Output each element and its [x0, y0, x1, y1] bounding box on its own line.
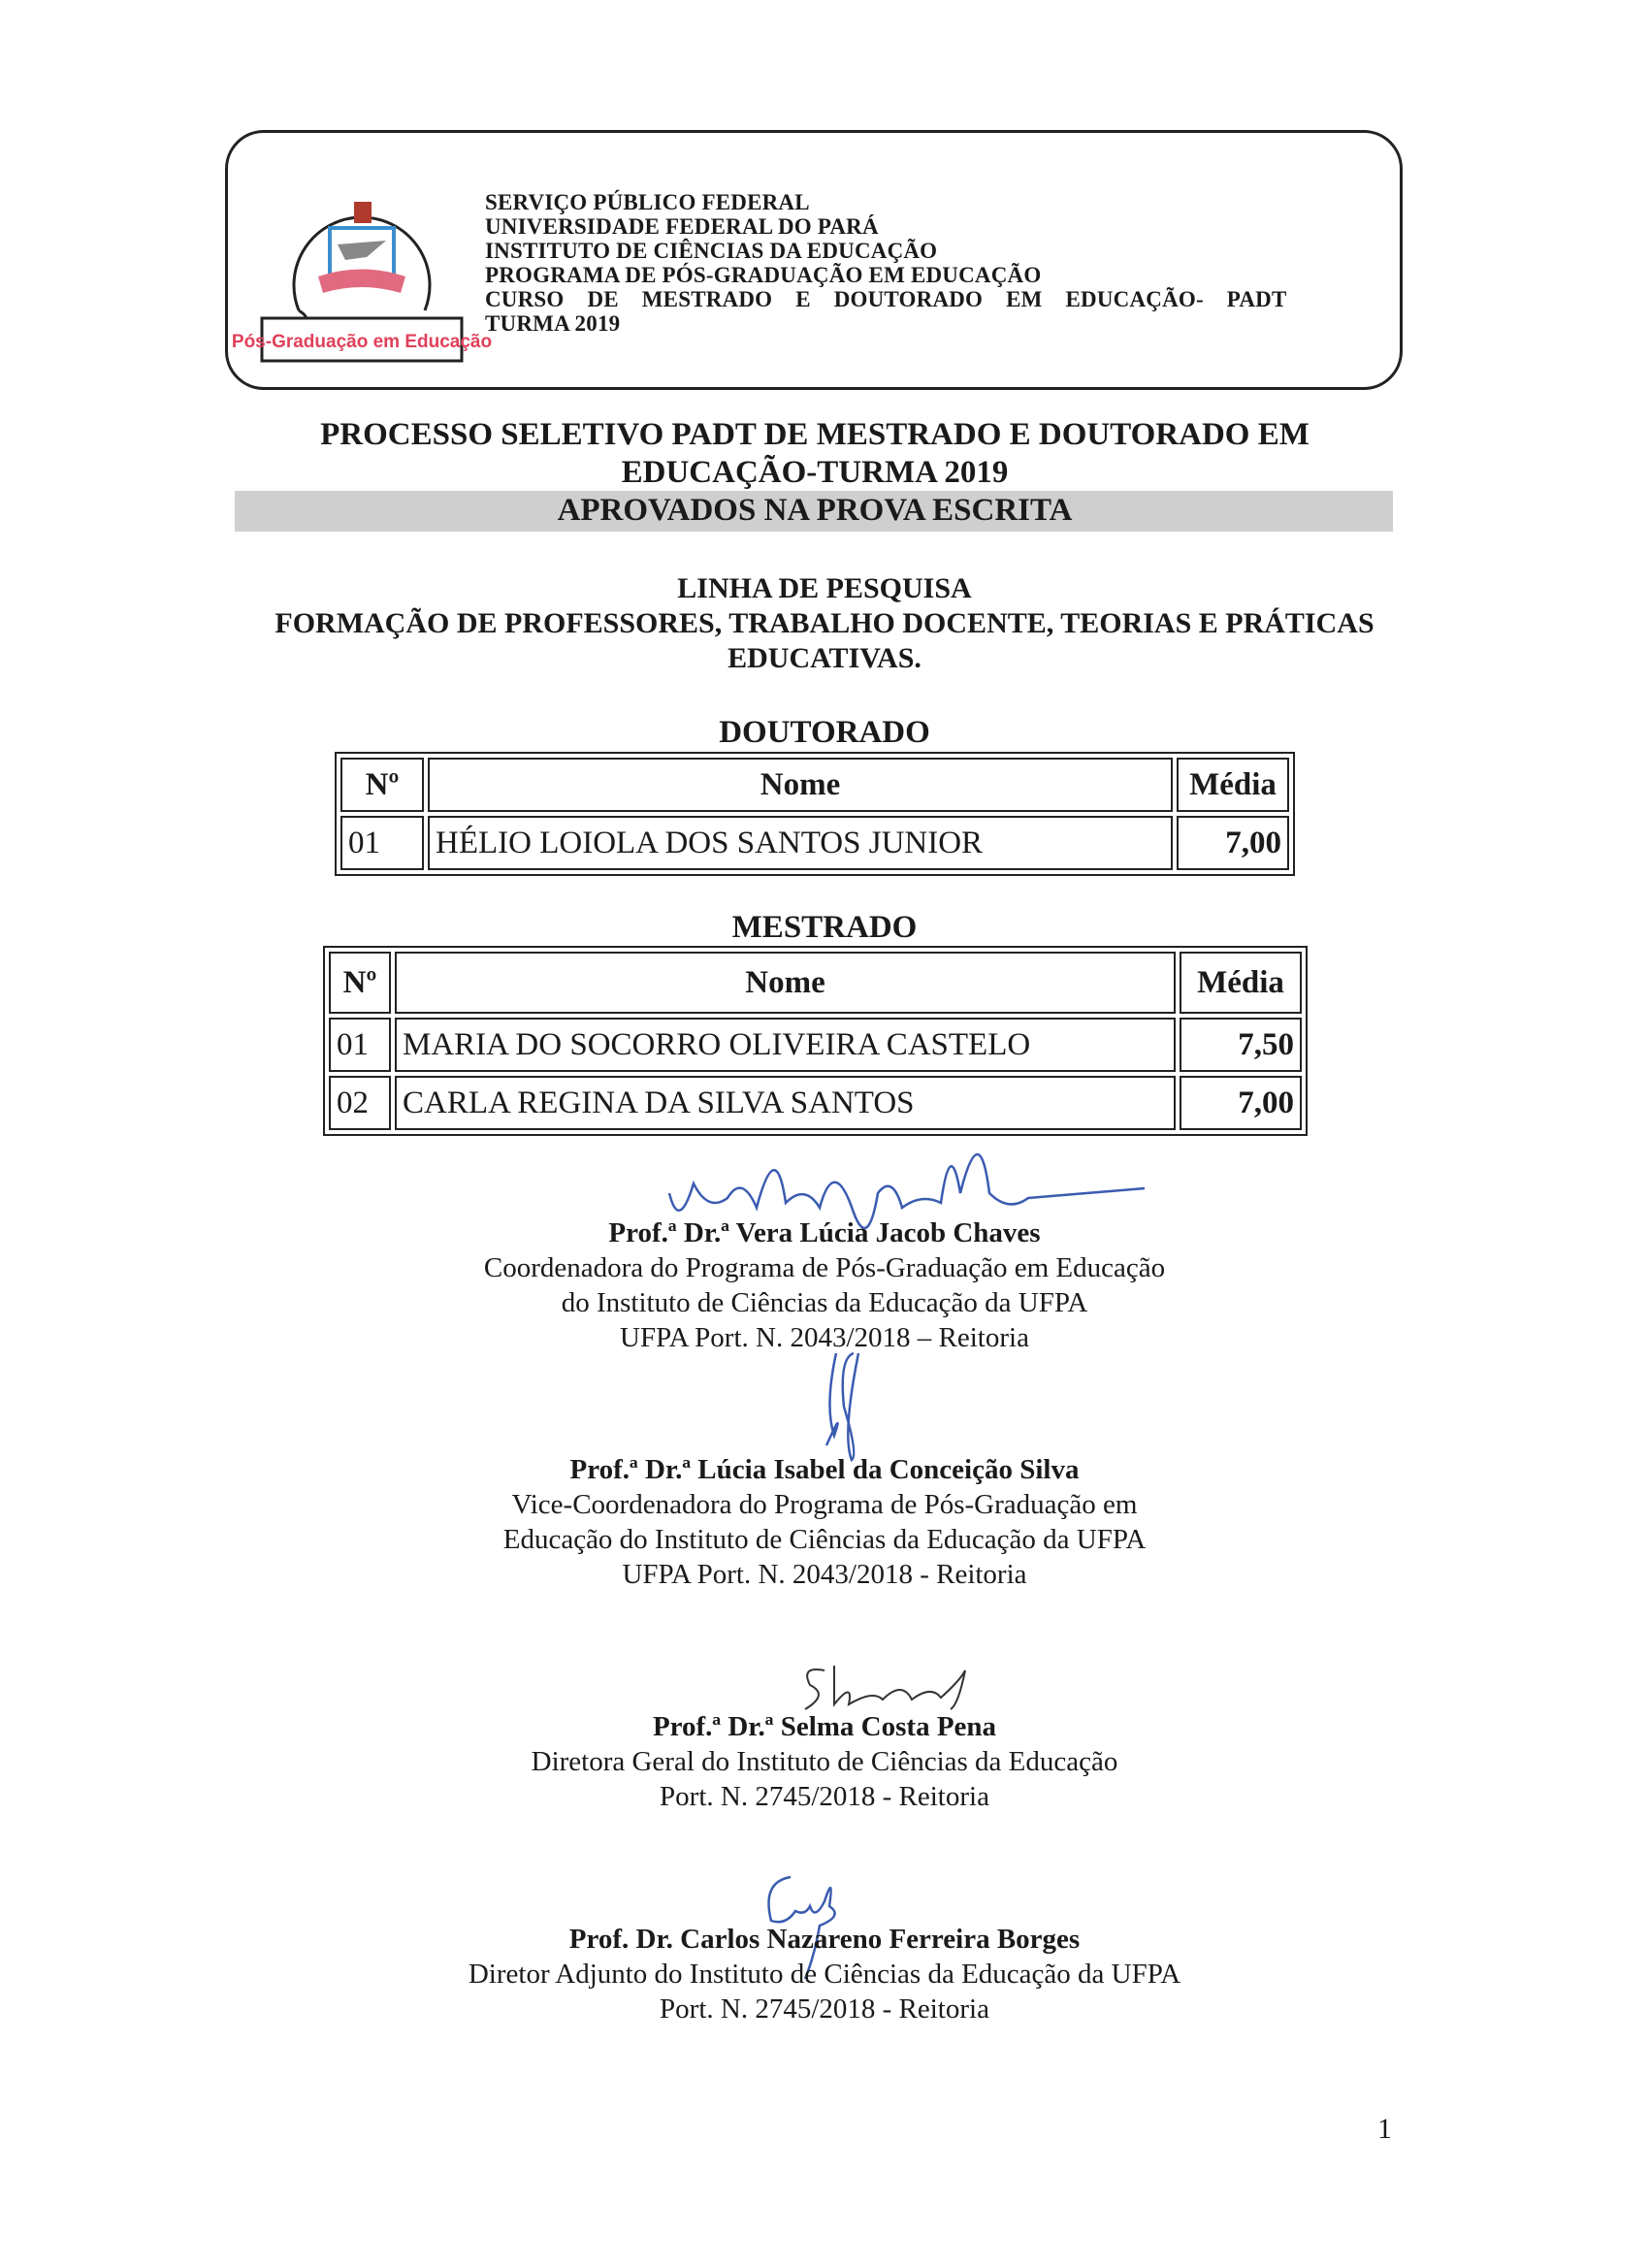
- signatory-block: [291, 1215, 1358, 1355]
- signatory-ordinance: UFPA Port. N. 2043/2018 - Reitoria: [622, 1559, 1027, 1590]
- signatory-ordinance: UFPA Port. N. 2043/2018 – Reitoria: [620, 1322, 1029, 1353]
- row-num: 01: [340, 816, 424, 870]
- col-header-num: Nº: [340, 758, 424, 812]
- signatory-role: Diretora Geral do Instituto de Ciências da Educação: [531, 1746, 1118, 1777]
- col-header-avg: Média: [1177, 758, 1289, 812]
- header-line: CURSO DE MESTRADO E DOUTORADO EM EDUCAÇÃO- PADT: [485, 287, 1287, 311]
- signatory-role: Diretor Adjunto do Instituto de Ciências da Educação da UFPA: [468, 1959, 1181, 1990]
- row-name: HÉLIO LOIOLA DOS SANTOS JUNIOR: [428, 816, 1173, 870]
- research-line-title-cont: EDUCATIVAS.: [728, 642, 922, 674]
- torch-icon: [354, 202, 372, 223]
- row-num: 02: [329, 1076, 391, 1130]
- row-avg: 7,50: [1180, 1018, 1302, 1072]
- table-row: [329, 1018, 1302, 1072]
- institute-logo: [231, 175, 493, 364]
- approved-heading: APROVADOS NA PROVA ESCRITA: [557, 493, 1073, 528]
- row-avg: 7,00: [1180, 1076, 1302, 1130]
- mestrado-table: [323, 946, 1308, 1136]
- signatory-name: Prof. Dr. Carlos Nazareno Ferreira Borges: [568, 1924, 1081, 1955]
- signatory-name: Prof.ª Dr.ª Lúcia Isabel da Conceição Silva: [569, 1454, 1080, 1485]
- document-title-line1: PROCESSO SELETIVO PADT DE MESTRADO E DOUTORADO EM: [320, 417, 1310, 452]
- col-header-name: Nome: [395, 952, 1176, 1014]
- signature-lucia: [815, 1348, 892, 1465]
- signatory-ordinance: Port. N. 2745/2018 - Reitoria: [660, 1781, 989, 1812]
- logo-arc: [294, 217, 430, 310]
- row-name: MARIA DO SOCORRO OLIVEIRA CASTELO: [395, 1018, 1176, 1072]
- signatory-ordinance: Port. N. 2745/2018 - Reitoria: [660, 1993, 989, 2025]
- signatory-role: Vice-Coordenadora do Programa de Pós-Graduação em: [511, 1489, 1138, 1520]
- col-header-name: Nome: [428, 758, 1173, 812]
- ribbon-icon: [318, 270, 405, 294]
- signatory-role: do Instituto de Ciências da Educação da UFPA: [561, 1287, 1088, 1318]
- research-line-label: LINHA DE PESQUISA: [677, 572, 972, 604]
- doutorado-heading: DOUTORADO: [719, 715, 930, 750]
- signatory-name: Prof.ª Dr.ª Selma Costa Pena: [652, 1711, 997, 1742]
- mestrado-heading: MESTRADO: [731, 910, 918, 945]
- signatory-block: [291, 1709, 1358, 1814]
- table-header-row: [329, 952, 1302, 1014]
- signatory-role: Educação do Instituto de Ciências da Educação da UFPA: [502, 1524, 1147, 1555]
- logo-banner-text: Pós-Graduação em Educação: [231, 332, 493, 352]
- col-header-avg: Média: [1180, 952, 1302, 1014]
- header-line: SERVIÇO PÚBLICO FEDERAL: [485, 190, 810, 214]
- research-line-title: FORMAÇÃO DE PROFESSORES, TRABALHO DOCENTE, TEORIAS E PRÁTICAS: [275, 607, 1374, 639]
- header-line: TURMA 2019: [485, 311, 621, 336]
- eagle-icon: [338, 241, 386, 260]
- header-line: INSTITUTO DE CIÊNCIAS DA EDUCAÇÃO: [485, 239, 938, 263]
- signatory-block: [291, 1452, 1358, 1592]
- signatory-role: Coordenadora do Programa de Pós-Graduação em Educação: [483, 1252, 1166, 1283]
- header-line: PROGRAMA DE PÓS-GRADUAÇÃO EM EDUCAÇÃO: [485, 263, 1042, 287]
- page-number: 1: [1377, 2113, 1392, 2145]
- row-num: 01: [329, 1018, 391, 1072]
- row-avg: 7,00: [1177, 816, 1289, 870]
- row-name: CARLA REGINA DA SILVA SANTOS: [395, 1076, 1176, 1130]
- signatory-name: Prof.ª Dr.ª Vera Lúcia Jacob Chaves: [608, 1217, 1041, 1248]
- table-header-row: [340, 758, 1289, 812]
- document-title-line2: EDUCAÇÃO-TURMA 2019: [621, 455, 1009, 490]
- doutorado-table: [335, 752, 1295, 876]
- header-line: UNIVERSIDADE FEDERAL DO PARÁ: [485, 214, 879, 239]
- letterhead-text: [485, 190, 1287, 336]
- table-row: [340, 816, 1289, 870]
- signatory-block: [291, 1922, 1358, 2026]
- col-header-num: Nº: [329, 952, 391, 1014]
